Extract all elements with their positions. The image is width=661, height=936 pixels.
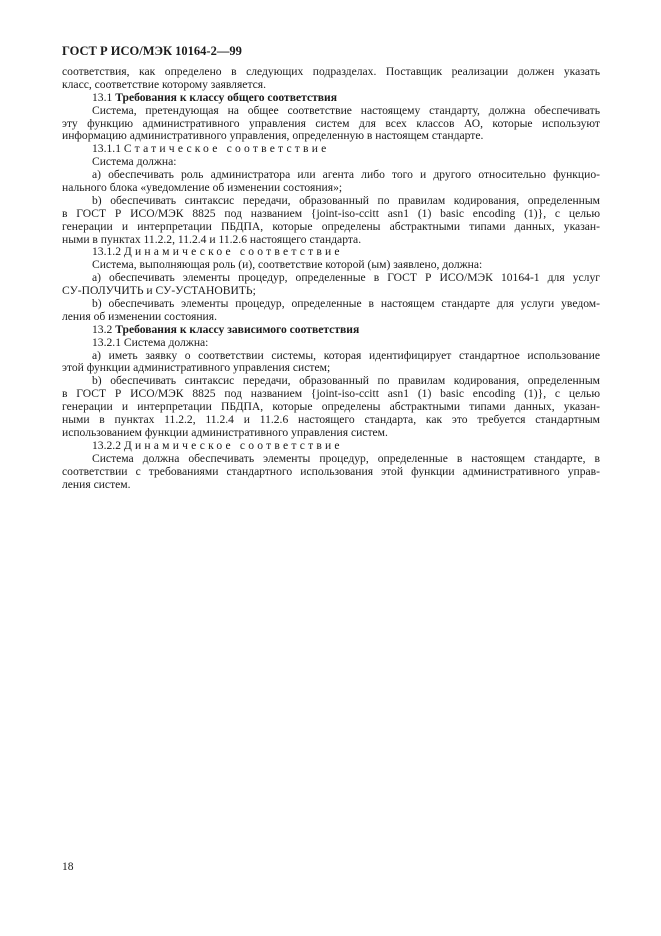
text: эту функцию административного управления систем для всех классов АО, которые используют (62, 117, 600, 130)
text: в ГОСТ Р ИСО/МЭК 8825 под названием {joint-iso-ccitt asn1 (1) basic encoding (1)}, с целью (62, 388, 600, 401)
text: класс, соответствие которому заявляется. (62, 78, 267, 91)
section-number: 13.1.2 (92, 246, 121, 259)
text: ными в пунктах 11.2.2, 11.2.4 и 11.2.6 настоящего стандарта, как это требуется стандартным (62, 414, 600, 427)
section-number: 13.1 (92, 91, 113, 104)
text: a) обеспечивать роль администратора или агента либо того и другого относительно функцио- (92, 169, 600, 182)
text: b) обеспечивать синтаксис передачи, образованный по правилам кодирования, определенным (92, 375, 600, 388)
section-number: 13.2 (92, 323, 113, 336)
text-line (62, 350, 600, 363)
text: Система должна: (92, 156, 177, 169)
text: использованием функции административного управления систем. (62, 426, 388, 439)
text-line (62, 375, 600, 388)
text-line (62, 337, 600, 350)
text-line (62, 66, 600, 79)
text-line (62, 453, 600, 466)
text-line (62, 246, 600, 259)
text: b) обеспечивать элементы процедур, определенные в настоящем стандарте для услуги уведом- (92, 298, 600, 311)
text-line (62, 169, 600, 182)
text-line (62, 130, 600, 143)
text-line (62, 156, 600, 169)
text-line (62, 401, 600, 414)
text-line (62, 466, 600, 479)
text-line (62, 311, 600, 324)
text-line (62, 362, 600, 375)
text-line (62, 414, 600, 427)
text-line (62, 221, 600, 234)
text-line (62, 285, 600, 298)
text: ными в пунктах 11.2.2, 11.2.4 и 11.2.6 настоящего стандарта. (62, 233, 362, 246)
text: нального блока «уведомление об изменении состояния»; (62, 182, 343, 195)
text: a) обеспечивать элементы процедур, определенные в ГОСТ Р ИСО/МЭК 10164-1 для услуг (92, 272, 600, 285)
text: Система, выполняющая роль (и), соответствие которой (ым) заявлено, должна: (92, 259, 483, 272)
section-heading: Статическое соответствие (123, 143, 330, 156)
text: 13.2.1 Система должна: (92, 336, 209, 349)
text-line (62, 92, 600, 105)
section-heading: Динамическое соответствие (123, 439, 343, 452)
text-line (62, 182, 600, 195)
text: генерации и интерпретации ПБДПА, которые определены абстрактными типами данных, указан- (62, 220, 600, 233)
text: соответствия, как определено в следующих подразделах. Поставщик реализации должен указать (62, 66, 600, 78)
page-number: 18 (62, 860, 74, 873)
section-number: 13.2.2 (92, 439, 121, 452)
text-line (62, 298, 600, 311)
section-heading: Динамическое соответствие (123, 246, 343, 259)
section-number: 13.1.1 (92, 143, 121, 156)
document-body (62, 66, 600, 491)
section-heading: Требования к классу общего соответствия (115, 91, 338, 104)
text: соответствии с требованиями стандартного использования этой функции административного управ- (62, 465, 600, 478)
text-line (62, 272, 600, 285)
text: ления об изменении состояния. (62, 310, 217, 323)
text-line (62, 118, 600, 131)
text: информацию административного управления, определенную в настоящем стандарте. (62, 130, 484, 143)
text: Система должна обеспечивать элементы процедур, определенные в настоящем стандарте, в (92, 452, 600, 465)
text-line (62, 143, 600, 156)
text-line (62, 259, 600, 272)
text-line (62, 388, 600, 401)
text: в ГОСТ Р ИСО/МЭК 8825 под названием {joint-iso-ccitt asn1 (1) basic encoding (1)}, с целью (62, 207, 600, 220)
text: b) обеспечивать синтаксис передачи, образованный по правилам кодирования, определенным (92, 194, 600, 207)
text: этой функции административного управления систем; (62, 362, 331, 375)
text-line (62, 234, 600, 247)
document-header: ГОСТ Р ИСО/МЭК 10164-2—99 (62, 44, 242, 58)
text-line (62, 324, 600, 337)
text-line (62, 79, 600, 92)
text-line (62, 479, 600, 492)
text-line (62, 105, 600, 118)
text: a) иметь заявку о соответствии системы, которая идентифицирует стандартное использование (92, 349, 600, 362)
text-line (62, 440, 600, 453)
section-heading: Требования к классу зависимого соответствия (115, 323, 360, 336)
text-line (62, 208, 600, 221)
text: СУ-ПОЛУЧИТЬ и СУ-УСТАНОВИТЬ; (62, 285, 256, 298)
text: ления систем. (62, 478, 131, 491)
text: Система, претендующая на общее соответствие настоящему стандарту, должна обеспечивать (92, 104, 600, 117)
text-line (62, 195, 600, 208)
text: генерации и интерпретации ПБДПА, которые определены абстрактными типами данных, указан- (62, 401, 600, 414)
text-line (62, 427, 600, 440)
